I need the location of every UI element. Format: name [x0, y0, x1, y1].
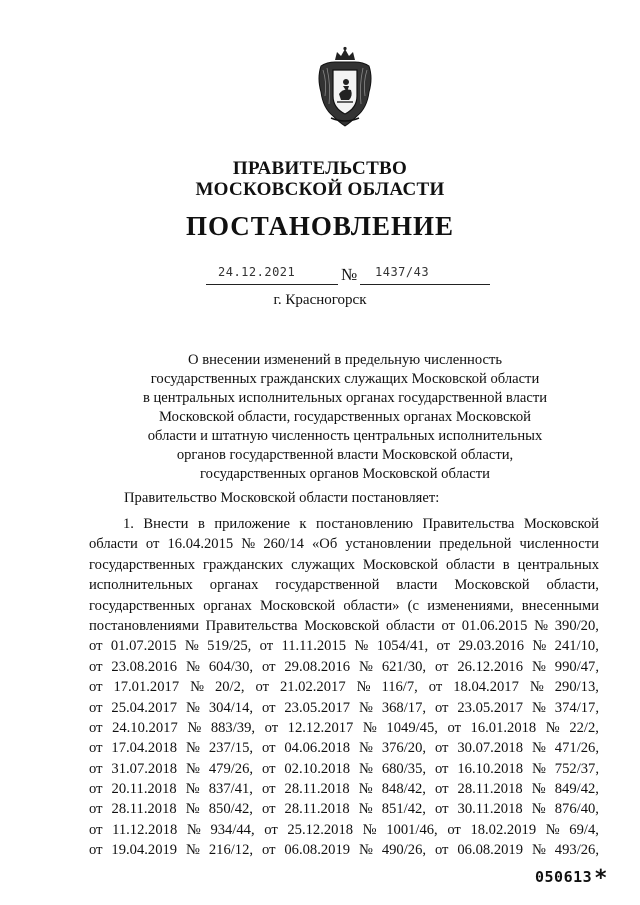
- body-word: постановлению: [315, 516, 414, 532]
- body-word: от: [261, 760, 276, 777]
- government-name-line-2: МОСКОВСКОЙ ОБЛАСТИ: [195, 179, 445, 200]
- body-word: 21.02.2017: [279, 679, 346, 696]
- body-word: от: [259, 638, 274, 655]
- body-word: №: [185, 781, 200, 798]
- body-word: Московской: [454, 577, 530, 594]
- body-word: (с: [407, 597, 419, 614]
- body-word: от: [434, 699, 449, 716]
- body-word: 28.11.2018: [284, 801, 350, 818]
- body-word: №: [184, 638, 199, 655]
- body-word: 30.11.2018: [457, 801, 523, 818]
- body-word: 06.08.2019: [457, 842, 524, 859]
- body-word: власти: [396, 577, 438, 594]
- title-line: в центральных исполнительных органах государственной власти: [142, 390, 548, 406]
- body-word: от: [447, 821, 461, 838]
- title-line: О внесении изменений в предельную численность: [188, 352, 502, 368]
- body-word: органах: [209, 577, 259, 594]
- body-word: от: [145, 536, 160, 553]
- body-word: органах: [203, 597, 252, 614]
- body-line: [89, 596, 599, 616]
- body-word: Внести: [143, 516, 189, 532]
- body-word: гражданских: [202, 556, 284, 573]
- body-word: 1.: [123, 516, 134, 532]
- body-word: №: [241, 536, 256, 553]
- body-word: от: [434, 760, 449, 777]
- body-line: [89, 514, 599, 534]
- body-word: 20/2,: [214, 679, 245, 696]
- body-word: 883/39,: [210, 719, 256, 736]
- body-word: «Об: [311, 536, 338, 553]
- body-word: №: [362, 719, 377, 736]
- body-word: 1001/46,: [386, 821, 438, 838]
- body-word: 06.08.2019: [284, 842, 351, 859]
- body-line: [89, 840, 599, 860]
- body-word: 16.10.2018: [457, 760, 524, 777]
- date-number-row: [0, 265, 640, 289]
- body-line: [89, 779, 599, 799]
- body-word: №: [534, 617, 549, 634]
- body-word: 29.08.2016: [284, 658, 351, 675]
- body-word: от: [89, 719, 103, 736]
- body-word: 479/26,: [208, 760, 254, 777]
- body-word: 376/20,: [381, 740, 427, 757]
- body-word: к: [299, 516, 307, 532]
- body-line: [89, 738, 599, 758]
- body-line: [89, 677, 599, 697]
- body-word: 990/47,: [554, 658, 599, 675]
- body-word: 28.11.2018: [111, 801, 177, 818]
- body-word: 25.12.2018: [287, 821, 354, 838]
- body-word: от: [435, 781, 449, 798]
- body-word: Московской: [304, 617, 380, 634]
- title-line: органов государственной власти Московской области,: [176, 447, 514, 463]
- body-word: 848/42,: [381, 781, 426, 798]
- body-word: 12.12.2017: [287, 719, 354, 736]
- body-word: №: [545, 821, 560, 838]
- body-word: предельной: [439, 536, 512, 553]
- body-word: №: [358, 760, 373, 777]
- body-word: 23.05.2017: [284, 699, 351, 716]
- body-word: №: [529, 679, 544, 696]
- body-word: области: [445, 556, 495, 573]
- body-word: №: [531, 760, 546, 777]
- body-word: 19.04.2019: [111, 842, 178, 859]
- body-line: [89, 698, 599, 718]
- body-word: №: [531, 801, 546, 818]
- body-word: государственной: [275, 577, 380, 594]
- body-word: №: [186, 699, 200, 716]
- resolution-body: [89, 514, 599, 861]
- body-word: №: [358, 740, 373, 757]
- body-word: 876/40,: [554, 801, 599, 818]
- body-word: центральных: [517, 556, 599, 573]
- body-word: 290/13,: [554, 679, 599, 696]
- body-word: №: [531, 740, 546, 757]
- body-word: от: [428, 679, 443, 696]
- body-word: 260/14: [263, 536, 304, 553]
- body-word: государственных: [89, 597, 196, 614]
- body-word: области»: [343, 597, 400, 614]
- body-word: Московской: [523, 516, 599, 532]
- body-word: от: [262, 801, 276, 818]
- body-word: №: [354, 638, 369, 655]
- body-line: [89, 534, 599, 554]
- body-word: от: [264, 719, 279, 736]
- body-word: №: [185, 801, 200, 818]
- body-word: 11.11.2015: [281, 638, 347, 655]
- document-date: 24.12.2021: [218, 265, 296, 279]
- document-title: [100, 351, 590, 484]
- body-word: 374/17,: [554, 699, 599, 716]
- body-word: от: [261, 842, 276, 859]
- body-word: 02.10.2018: [284, 760, 351, 777]
- body-word: 23.05.2017: [457, 699, 524, 716]
- body-word: №: [531, 781, 546, 798]
- body-word: Правительства: [205, 617, 298, 634]
- body-word: от: [255, 679, 269, 696]
- body-word: 31.07.2018: [111, 760, 178, 777]
- body-word: 29.03.2016: [458, 638, 525, 655]
- number-underline: [360, 284, 490, 285]
- title-line: области и штатную численность центральных исполнительных: [147, 428, 543, 444]
- body-word: 01.07.2015: [110, 638, 177, 655]
- body-word: №: [190, 679, 204, 696]
- body-word: №: [358, 801, 373, 818]
- body-word: №: [358, 699, 373, 716]
- body-word: от: [264, 821, 278, 838]
- body-line: [89, 759, 599, 779]
- body-word: служащих: [291, 556, 355, 573]
- body-word: №: [187, 719, 202, 736]
- body-line: [89, 555, 599, 575]
- body-word: 490/26,: [381, 842, 427, 859]
- body-word: 28.11.2018: [284, 781, 350, 798]
- body-word: в: [197, 516, 205, 532]
- body-line: [89, 657, 599, 677]
- body-word: от: [89, 658, 103, 675]
- body-word: исполнительных: [89, 577, 193, 594]
- body-word: 216/12,: [208, 842, 254, 859]
- body-word: 390/20,: [554, 617, 599, 634]
- body-word: 621/30,: [381, 658, 427, 675]
- body-word: от: [89, 679, 103, 696]
- body-word: Московской: [260, 597, 336, 614]
- body-word: 04.06.2018: [284, 740, 351, 757]
- serial-number: 050613: [535, 868, 593, 886]
- body-word: 519/25,: [207, 638, 252, 655]
- body-line: [89, 718, 599, 738]
- body-word: №: [186, 842, 200, 859]
- body-word: 237/15,: [208, 740, 254, 757]
- body-word: 304/14,: [208, 699, 254, 716]
- body-word: 16.04.2015: [167, 536, 234, 553]
- body-word: 01.06.2015: [461, 617, 528, 634]
- body-word: 493/26,: [554, 842, 599, 859]
- document-number: 1437/43: [375, 265, 430, 279]
- body-word: 368/17,: [381, 699, 427, 716]
- body-word: от: [261, 740, 276, 757]
- body-word: установлении: [345, 536, 432, 553]
- body-word: 849/42,: [554, 781, 599, 798]
- body-word: от: [89, 781, 103, 798]
- body-word: №: [531, 842, 546, 859]
- body-word: от: [434, 842, 449, 859]
- body-word: 23.08.2016: [111, 658, 178, 675]
- body-word: 851/42,: [381, 801, 426, 818]
- body-word: 25.04.2017: [111, 699, 178, 716]
- body-word: от: [261, 658, 276, 675]
- body-word: 26.12.2016: [457, 658, 524, 675]
- title-line: государственных органов Московской области: [200, 466, 490, 482]
- body-word: 604/30,: [208, 658, 254, 675]
- body-word: от: [436, 638, 451, 655]
- body-word: Московской: [362, 556, 439, 573]
- title-line: государственных гражданских служащих Московской области: [150, 371, 540, 387]
- body-line: [89, 820, 599, 840]
- body-word: №: [531, 658, 546, 675]
- body-word: 22/2,: [569, 719, 599, 736]
- body-word: от: [89, 740, 103, 757]
- body-word: 1054/41,: [376, 638, 429, 655]
- body-word: №: [358, 842, 373, 859]
- body-word: №: [186, 760, 200, 777]
- body-word: 20.11.2018: [111, 781, 177, 798]
- government-name-line-1: ПРАВИТЕЛЬСТВО: [232, 158, 408, 179]
- body-word: государственных: [89, 556, 196, 573]
- body-word: 30.07.2018: [457, 740, 524, 757]
- body-word: от: [262, 781, 276, 798]
- body-line: [89, 616, 599, 636]
- body-word: постановлениями: [89, 617, 199, 634]
- body-word: 752/37,: [554, 760, 599, 777]
- body-word: №: [545, 719, 560, 736]
- body-word: 17.04.2018: [111, 740, 178, 757]
- number-sign: №: [341, 265, 358, 284]
- body-word: 471/26,: [554, 740, 599, 757]
- body-line: [89, 636, 599, 656]
- body-word: от: [89, 821, 103, 838]
- body-word: №: [532, 638, 547, 655]
- body-word: от: [89, 801, 103, 818]
- body-word: №: [356, 679, 371, 696]
- body-word: 18.02.2019: [470, 821, 537, 838]
- coat-of-arms-emblem: [313, 46, 377, 128]
- body-word: от: [447, 719, 461, 736]
- body-word: 17.01.2017: [113, 679, 180, 696]
- body-word: от: [441, 617, 456, 634]
- body-line: [89, 575, 599, 595]
- body-word: 934/44,: [210, 821, 255, 838]
- body-word: №: [362, 821, 377, 838]
- body-word: 850/42,: [208, 801, 253, 818]
- body-word: от: [261, 699, 276, 716]
- body-word: №: [186, 658, 200, 675]
- body-word: №: [358, 781, 373, 798]
- body-word: Правительства: [422, 516, 515, 532]
- serial-mark: *: [595, 866, 607, 891]
- body-word: изменениями,: [427, 597, 514, 614]
- body-word: №: [186, 740, 200, 757]
- body-word: от: [434, 740, 449, 757]
- date-underline: [206, 284, 338, 285]
- body-word: 837/41,: [208, 781, 253, 798]
- body-word: от: [89, 842, 103, 859]
- body-word: от: [89, 760, 103, 777]
- resolution-intro: Правительство Московской области постановляет:: [124, 490, 440, 506]
- body-line: [89, 799, 599, 819]
- body-word: области,: [546, 577, 599, 594]
- body-word: области: [89, 536, 138, 553]
- body-word: 18.04.2017: [453, 679, 519, 696]
- body-word: 241/10,: [554, 638, 599, 655]
- body-word: 69/4,: [569, 821, 599, 838]
- body-word: от: [435, 801, 449, 818]
- body-word: 680/35,: [381, 760, 427, 777]
- body-word: внесенными: [521, 597, 599, 614]
- title-line: Московской области, государственных органах Московской: [159, 409, 531, 425]
- body-word: 16.01.2018: [470, 719, 537, 736]
- body-word: 116/7,: [381, 679, 418, 696]
- body-word: №: [186, 821, 201, 838]
- body-word: от: [89, 699, 103, 716]
- body-word: 11.12.2018: [112, 821, 178, 838]
- body-word: №: [358, 658, 373, 675]
- body-word: 28.11.2018: [457, 781, 523, 798]
- body-word: от: [89, 638, 103, 655]
- body-word: 24.10.2017: [112, 719, 178, 736]
- body-word: в: [502, 556, 510, 573]
- body-word: области: [386, 617, 435, 634]
- body-word: №: [531, 699, 546, 716]
- document-type-heading: ПОСТАНОВЛЕНИЕ: [185, 211, 455, 241]
- body-word: приложение: [214, 516, 290, 532]
- body-word: от: [434, 658, 449, 675]
- body-word: 1049/45,: [386, 719, 438, 736]
- document-city: г. Красногорск: [273, 292, 367, 308]
- body-word: численности: [519, 536, 599, 553]
